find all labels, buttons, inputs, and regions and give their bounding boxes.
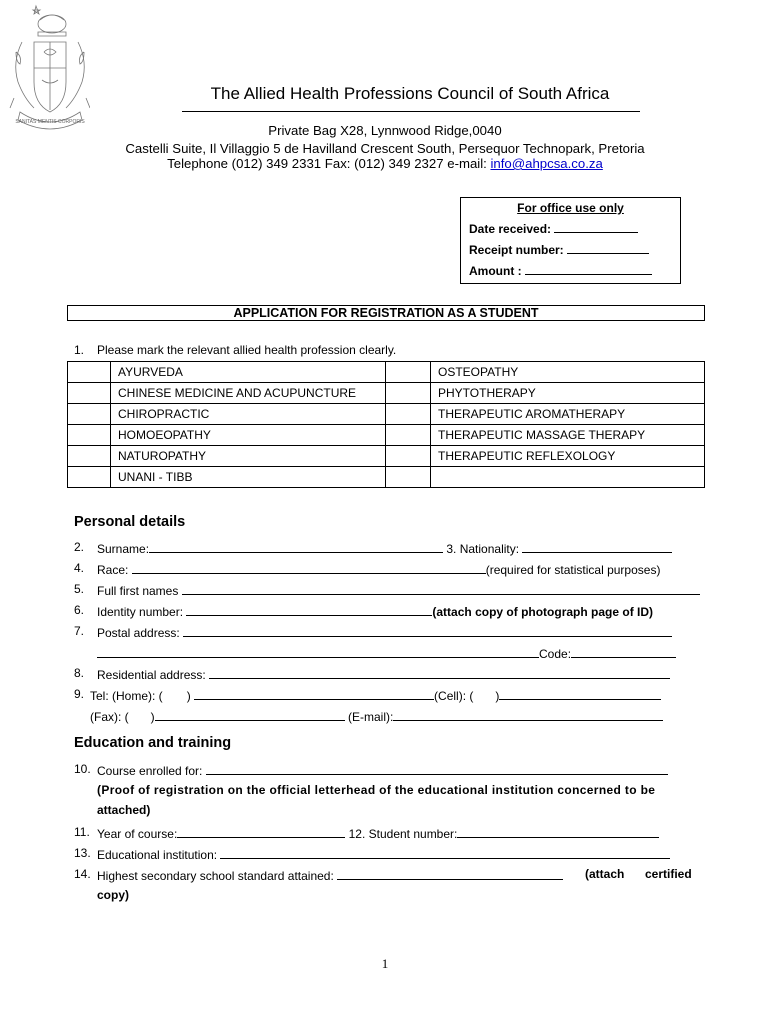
student-number-label: 12. Student number: [348, 827, 458, 841]
profession-label: NATUROPATHY [111, 446, 386, 467]
q14-number: 14. [74, 867, 91, 881]
surname-field[interactable] [149, 540, 443, 553]
profession-checkbox[interactable] [68, 425, 111, 446]
svg-text:SANITAS MENTIS CORPORIS: SANITAS MENTIS CORPORIS [15, 119, 85, 125]
profession-checkbox[interactable] [68, 362, 111, 383]
race-note: (required for statistical purposes) [485, 563, 661, 577]
profession-label: THERAPEUTIC AROMATHERAPY [431, 404, 705, 425]
secondary-note-b: certified [645, 867, 692, 881]
q6-number: 6. [74, 603, 85, 617]
table-row [68, 383, 705, 404]
office-use-box [460, 197, 681, 284]
race-field[interactable] [132, 561, 486, 574]
tel-cell-close: ) [495, 689, 500, 703]
postal-field[interactable] [183, 624, 672, 637]
year-field[interactable] [177, 825, 345, 838]
profession-checkbox[interactable] [386, 404, 431, 425]
postal-field-line-2[interactable] [97, 645, 539, 658]
profession-label [431, 467, 705, 488]
postal-row-2 [97, 645, 676, 661]
secondary-note-c: copy) [97, 888, 130, 902]
tel-home-close: ) [186, 689, 191, 703]
institution-field[interactable] [220, 846, 670, 859]
surname-row [97, 540, 672, 556]
title-underline [182, 111, 640, 112]
receipt-number-label: Receipt number: [469, 243, 564, 257]
table-row [68, 467, 705, 488]
secondary-note-a: (attach [585, 867, 625, 881]
profession-checkbox[interactable] [68, 383, 111, 404]
tel-cell-field[interactable] [499, 687, 661, 700]
profession-checkbox[interactable] [386, 362, 431, 383]
secondary-field[interactable] [337, 867, 563, 880]
contact-line [0, 155, 770, 173]
profession-checkbox[interactable] [68, 446, 111, 467]
profession-checkbox[interactable] [386, 425, 431, 446]
table-row [68, 446, 705, 467]
profession-label: CHIROPRACTIC [111, 404, 386, 425]
fax-label: (Fax): ( [90, 710, 129, 724]
personal-details-heading: Personal details [74, 514, 186, 530]
email-link[interactable]: info@ahpcsa.co.za [490, 156, 603, 171]
amount-field[interactable] [525, 263, 652, 275]
email-field[interactable] [393, 708, 663, 721]
q8-number: 8. [74, 666, 85, 680]
address-line-2: Castelli Suite, Il Villaggio 5 de Havilland Crescent South, Persequor Technopark, Pretoria [125, 141, 645, 156]
profession-checkbox[interactable] [386, 467, 431, 488]
proof-note-line-1: (Proof of registration on the official letterhead of the educational institution concerned to be [97, 783, 656, 797]
address-line-1: Private Bag X28, Lynnwood Ridge,0040 [268, 123, 502, 138]
profession-label: HOMOEOPATHY [111, 425, 386, 446]
council-title: The Allied Health Professions Council of South Africa [210, 84, 610, 103]
profession-label: UNANI - TIBB [111, 467, 386, 488]
race-label: Race: [97, 563, 129, 577]
year-row [97, 825, 659, 841]
residential-row [97, 666, 670, 682]
id-number-label: Identity number: [97, 605, 184, 619]
q1-number: 1. [74, 343, 85, 357]
profession-checkbox[interactable] [68, 404, 111, 425]
institution-row [97, 846, 670, 862]
proof-note-line-2: attached) [97, 803, 151, 817]
profession-label: THERAPEUTIC REFLEXOLOGY [431, 446, 705, 467]
fax-field[interactable] [155, 708, 345, 721]
course-label: Course enrolled for: [97, 764, 203, 778]
profession-label: PHYTOTHERAPY [431, 383, 705, 404]
amount-label: Amount : [469, 264, 522, 278]
amount-row [469, 263, 652, 278]
profession-label: THERAPEUTIC MASSAGE THERAPY [431, 425, 705, 446]
residential-field[interactable] [209, 666, 670, 679]
profession-table [67, 361, 705, 488]
contact-text: Telephone (012) 349 2331 Fax: (012) 349 2327 e-mail: [167, 156, 491, 171]
education-heading: Education and training [74, 735, 232, 751]
first-names-label: Full first names [97, 584, 179, 598]
tel-row [90, 687, 661, 703]
q2-number: 2. [74, 540, 85, 554]
tel-home-label: Tel: (Home): ( [90, 689, 163, 703]
postal-label: Postal address: [97, 626, 180, 640]
form-title: APPLICATION FOR REGISTRATION AS A STUDENT [67, 305, 705, 321]
office-use-heading: For office use only [517, 201, 624, 215]
secondary-label: Highest secondary school standard attained: [97, 869, 334, 883]
date-received-field[interactable] [554, 221, 638, 233]
profession-checkbox[interactable] [68, 467, 111, 488]
student-number-field[interactable] [457, 825, 659, 838]
date-received-row [469, 221, 638, 236]
postal-code-field[interactable] [571, 645, 676, 658]
secondary-row [97, 867, 563, 883]
q5-number: 5. [74, 582, 85, 596]
course-field[interactable] [206, 762, 668, 775]
council-crest-logo [8, 2, 90, 142]
profession-checkbox[interactable] [386, 383, 431, 404]
profession-checkbox[interactable] [386, 446, 431, 467]
first-names-row [97, 582, 700, 598]
surname-label: Surname: [97, 542, 150, 556]
nationality-field[interactable] [522, 540, 672, 553]
page-number: 1 [381, 956, 389, 971]
email-label: (E-mail): [348, 710, 394, 724]
postal-row [97, 624, 672, 640]
q13-number: 13. [74, 846, 91, 860]
race-row [97, 561, 660, 577]
q7-number: 7. [74, 624, 85, 638]
q11-number: 11. [74, 825, 90, 839]
q4-number: 4. [74, 561, 85, 575]
q9-number: 9. [74, 687, 85, 701]
tel-home-field[interactable] [194, 687, 434, 700]
postal-code-label: Code: [539, 647, 572, 661]
date-received-label: Date received: [469, 222, 552, 236]
receipt-number-row [469, 242, 649, 257]
profession-label: OSTEOPATHY [431, 362, 705, 383]
tel-cell-label: (Cell): ( [434, 689, 474, 703]
profession-label: AYURVEDA [111, 362, 386, 383]
table-row [68, 362, 705, 383]
first-names-field[interactable] [182, 582, 700, 595]
nationality-label: 3. Nationality: [446, 542, 520, 556]
id-number-row [97, 603, 653, 619]
table-row [68, 404, 705, 425]
fax-row [90, 708, 663, 724]
course-row [97, 762, 668, 778]
id-number-field[interactable] [186, 603, 432, 616]
fax-close: ) [150, 710, 155, 724]
q10-number: 10. [74, 762, 91, 776]
profession-label: CHINESE MEDICINE AND ACUPUNCTURE [111, 383, 386, 404]
residential-label: Residential address: [97, 668, 206, 682]
table-row [68, 425, 705, 446]
institution-label: Educational institution: [97, 848, 218, 862]
receipt-number-field[interactable] [567, 242, 649, 254]
id-number-note: (attach copy of photograph page of ID) [432, 605, 654, 619]
q1-text: Please mark the relevant allied health profession clearly. [97, 343, 397, 357]
year-label: Year of course: [97, 827, 178, 841]
